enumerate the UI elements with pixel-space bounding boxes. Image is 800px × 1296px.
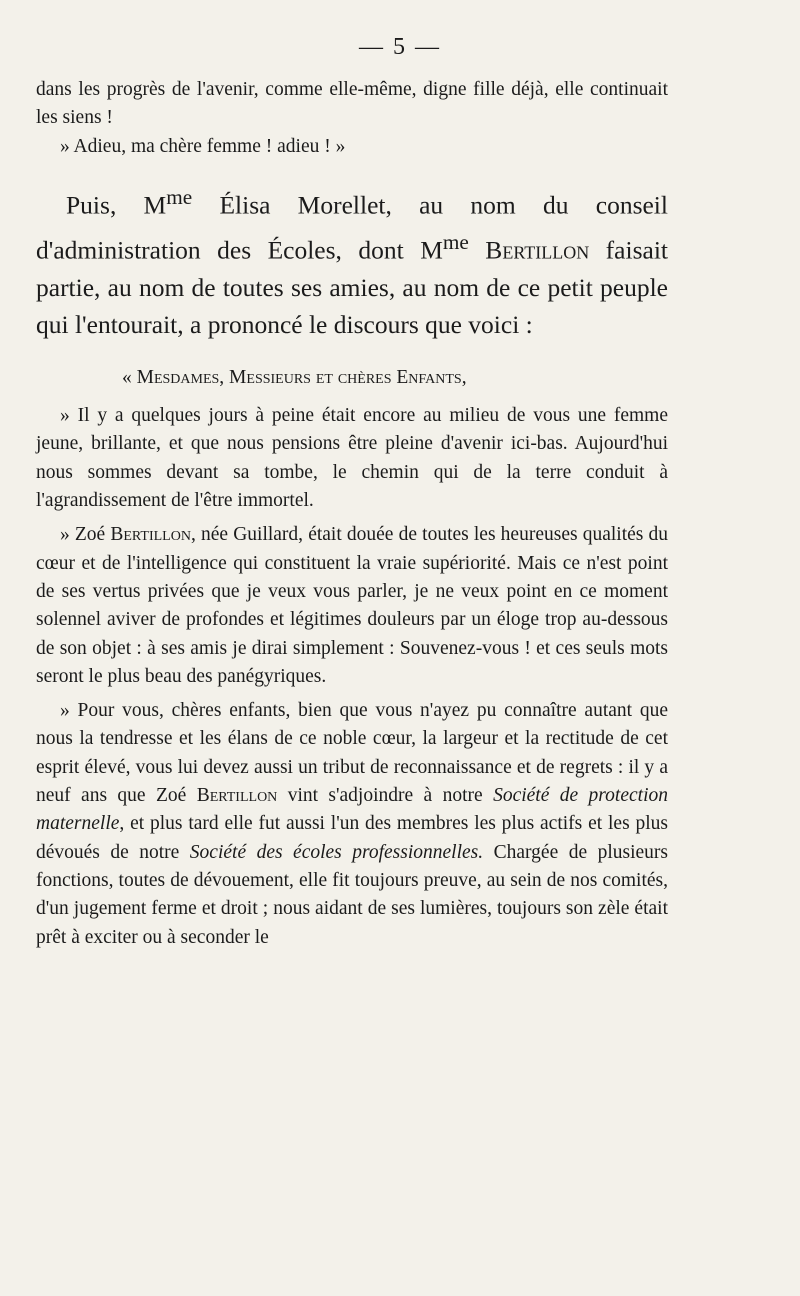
paragraph: » Adieu, ma chère femme ! adieu ! » xyxy=(60,135,346,157)
text-run: » Zoé xyxy=(60,524,106,546)
text-run: , née Guillard, était douée de toutes les heureuses qualités du cœur et de l'intelligence qui constituent la vraie supériorité. Mais ce n'est point de ses vertus privées que je veux vous parler, je ne veux point en ce moment solennel aviver de profondes et légitimes douleurs par un éloge trop au-dessous de son objet : à ses amis je dirai simplement : Souvenez-vous ! et ces seuls mots seront le plus beau des panégyriques. xyxy=(36,524,669,687)
paragraph xyxy=(36,521,668,691)
person-name: Bertillon xyxy=(105,524,191,546)
page-body xyxy=(36,76,668,952)
paragraph: dans les progrès de l'avenir, comme elle-même, digne fille déjà, elle continuait les siens ! xyxy=(36,79,668,129)
person-name: Bertillon xyxy=(186,785,278,807)
page-number: — 5 — xyxy=(359,34,441,60)
text-run: vint s'adjoindre à notre xyxy=(277,785,494,807)
text-run: , et plus tard elle fut aussi l'un des membres les plus actifs et les plus dévoués de notre xyxy=(36,813,668,863)
introductory-paragraph xyxy=(36,179,668,344)
text-run: Élisa Morellet, au nom du conseil d'administration des Écoles, dont M xyxy=(36,190,668,265)
text-run: Puis, M xyxy=(66,190,167,220)
text-run: Chargée de plusieurs fonctions, toutes de dévouement, elle fit toujours preuve, au sein de nos comités, d'un jugement ferme et droit ; nous aidant de ses lumières, toujours son zèle était prêt à exciter ou à seconder le xyxy=(36,841,668,948)
paragraph xyxy=(36,697,668,952)
salutation: « Mesdames, Messieurs et chères Enfants, xyxy=(122,366,467,388)
paragraph: » Il y a quelques jours à peine était encore au milieu de vous une femme jeune, brillante, et que nous pensions être pleine d'avenir ici-bas. Aujourd'hui nous sommes devant sa tombe, le chemin qui de la terre conduit à l'agrandissement de l'être immortel. xyxy=(36,405,668,512)
society-name: Société des écoles professionnelles. xyxy=(189,841,484,863)
superscript: me xyxy=(166,184,193,209)
text-run: » Pour vous, chères enfants, bien que vous n'ayez pu connaître autant que nous la tendresse et les élans de ce noble cœur, la largeur et la rectitude de cet esprit élevé, vous lui devez aussi un tribut de reconnaissance et de regrets : il y a neuf ans que Zoé xyxy=(36,700,668,807)
person-name: Bertillon xyxy=(468,235,590,265)
text-run: faisait partie, au nom de toutes ses amies, au nom de ce petit peuple qui l'entourait, a prononcé le discours que voici : xyxy=(36,235,668,340)
superscript: me xyxy=(442,229,469,254)
society-name: Société de protection maternelle xyxy=(36,785,668,835)
